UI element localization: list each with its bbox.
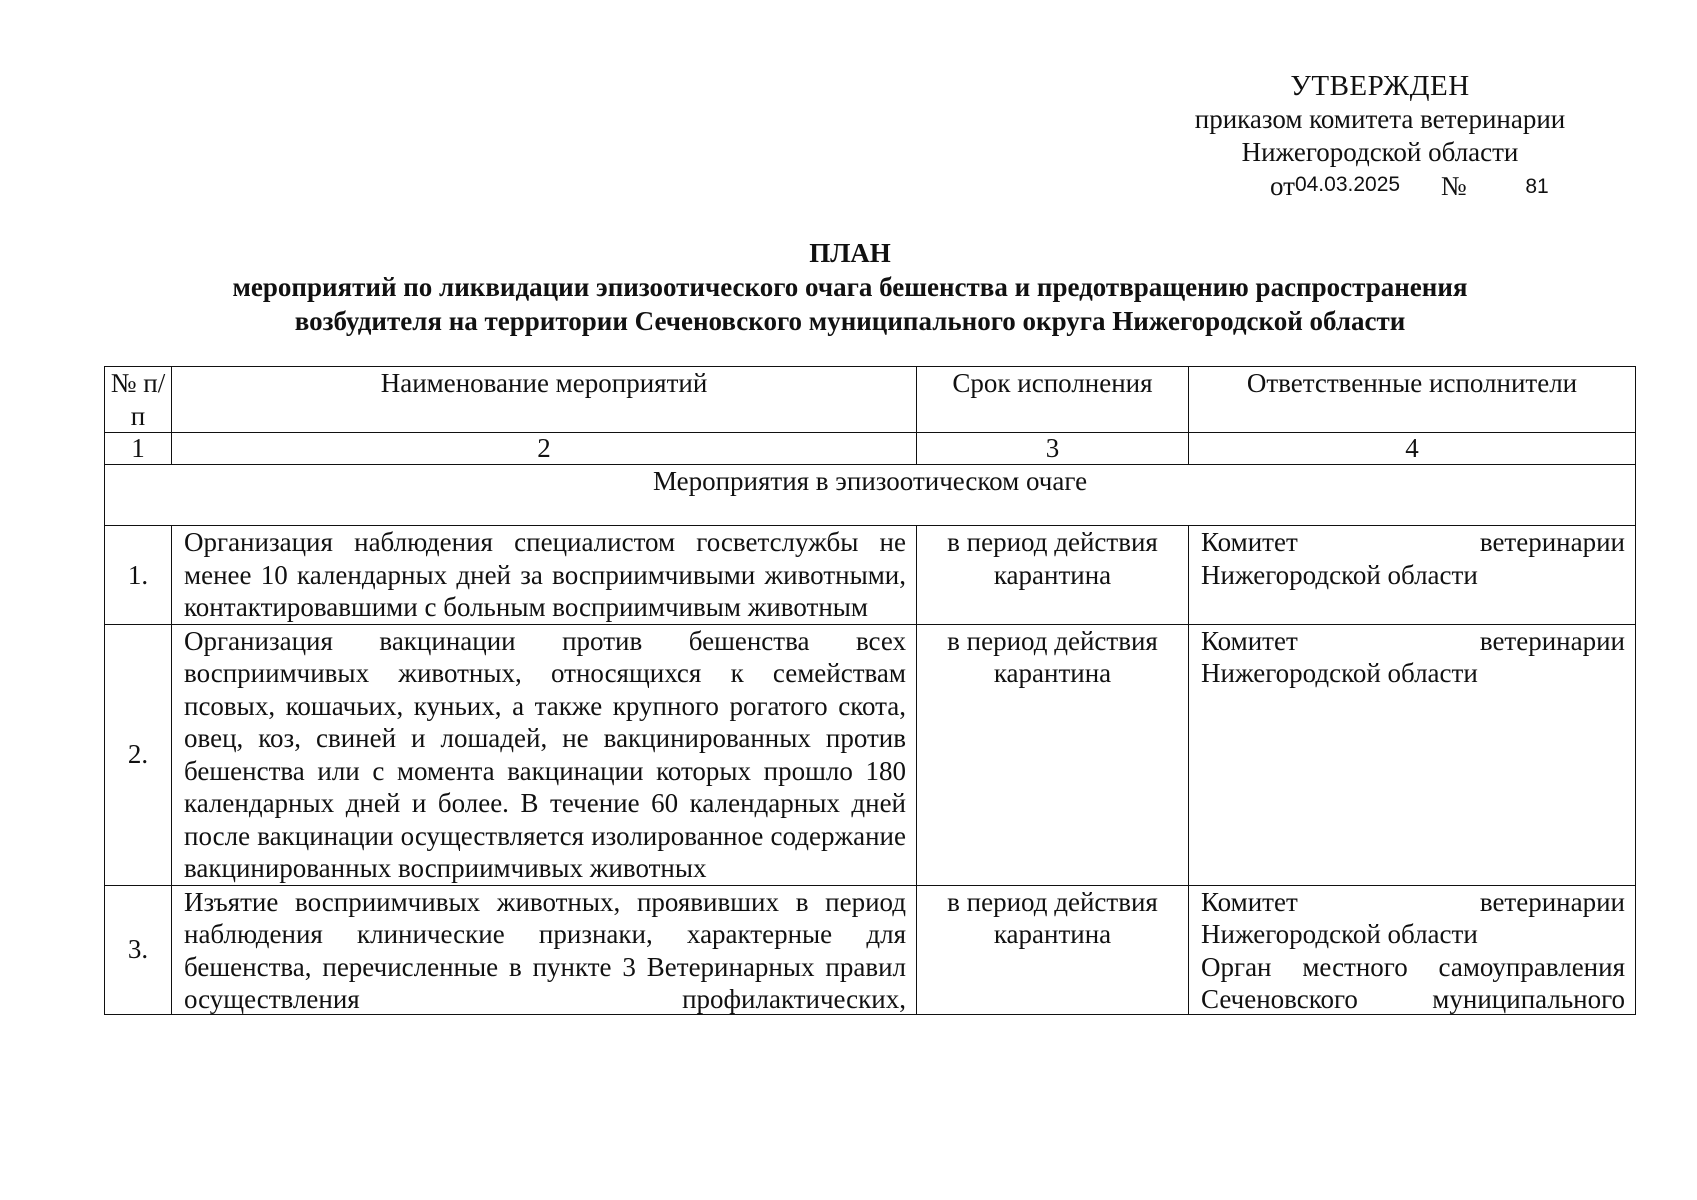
approval-block: [1120, 70, 1640, 169]
column-number: 1: [105, 433, 172, 465]
approval-number: 81: [1525, 175, 1549, 198]
measure-text-clip: [184, 886, 906, 1014]
responsible-line: Комитет ветеринарии: [1201, 886, 1625, 917]
row-term: в период действия карантина: [917, 526, 1189, 625]
table-row: [105, 526, 1636, 625]
row-index: 2.: [105, 624, 172, 885]
measure-text: Изъятие восприимчивых животных, проявивших в период наблюдения клинические признаки, характерные для бешенства, перечисленные в пункте 3 Ветеринарных правил осуществления профилактических,: [184, 886, 906, 1014]
header-name: Наименование мероприятий: [172, 367, 917, 433]
approval-date-row: [1270, 170, 1549, 205]
responsible-line: Нижегородской области: [1201, 559, 1478, 590]
document-heading: [100, 236, 1600, 338]
approval-line-2: Нижегородской области: [1241, 137, 1519, 167]
header-index: № п/п: [105, 367, 172, 433]
section-row: [105, 465, 1636, 526]
column-number: 4: [1189, 433, 1636, 465]
document-title: ПЛАН: [809, 238, 891, 268]
row-responsible: [1189, 885, 1636, 1014]
row-responsible: [1189, 624, 1636, 885]
responsible-line: Орган местного самоуправления: [1201, 951, 1625, 982]
responsible-line: Сеченовского муниципального: [1201, 984, 1625, 1014]
row-term: в период действия карантина: [917, 624, 1189, 885]
table-row: [105, 624, 1636, 885]
measure-text: Организация вакцинации против бешенства всех восприимчивых животных, относящихся к семействам псовых, кошачьих, куньих, а также крупного рогатого скота, овец, коз, свиней и лошадей, не вакцинированных против бешенства или с момента вакцинации которых прошло 180 календарных дней и более. В течение 60 календарных дней после вакцинации осуществляется изолированное содержание вакцинированных восприимчивых животных: [184, 625, 906, 883]
approval-date: 04.03.2025: [1294, 173, 1401, 196]
responsible-line: Нижегородской области: [1201, 919, 1478, 949]
row-measure-name: [172, 885, 917, 1014]
document-subtitle-line-1: мероприятий по ликвидации эпизоотического очага бешенства и предотвращению распространения: [232, 272, 1468, 302]
header-responsible: Ответственные исполнители: [1189, 367, 1636, 433]
row-index: 3.: [105, 885, 172, 1014]
approval-line-1: приказом комитета ветеринарии: [1194, 104, 1566, 134]
section-title: Мероприятия в эпизоотическом очаге: [105, 465, 1636, 526]
responsible-line: Комитет ветеринарии: [1201, 625, 1625, 656]
column-number: 2: [172, 433, 917, 465]
date-prefix: от: [1270, 171, 1295, 201]
column-number-row: [105, 433, 1636, 465]
header-term: Срок исполнения: [917, 367, 1189, 433]
row-measure-name: [172, 526, 917, 625]
responsible-clip: [1201, 886, 1625, 1014]
term-clip: в период действия карантина: [947, 886, 1158, 949]
number-sign: №: [1440, 171, 1467, 201]
column-number: 3: [917, 433, 1189, 465]
responsible-line: Комитет ветеринарии: [1201, 527, 1625, 557]
row-term: [917, 885, 1189, 1014]
responsible-line: Нижегородской области: [1201, 658, 1478, 688]
plan-table: [104, 366, 1636, 1015]
table-row: [105, 885, 1636, 1014]
row-index: 1.: [105, 526, 172, 625]
table-header-row: [105, 367, 1636, 433]
measure-text: Организация наблюдения специалистом госветслужбы не менее 10 календарных дней за восприимчивыми животными, контактировавшими с больным восприимчивым животным: [184, 527, 906, 622]
row-responsible: [1189, 526, 1636, 625]
approval-title: УТВЕРЖДЕН: [1290, 70, 1470, 102]
row-measure-name: [172, 624, 917, 885]
document-subtitle-line-2: возбудителя на территории Сеченовского муниципального округа Нижегородской области: [294, 306, 1406, 336]
